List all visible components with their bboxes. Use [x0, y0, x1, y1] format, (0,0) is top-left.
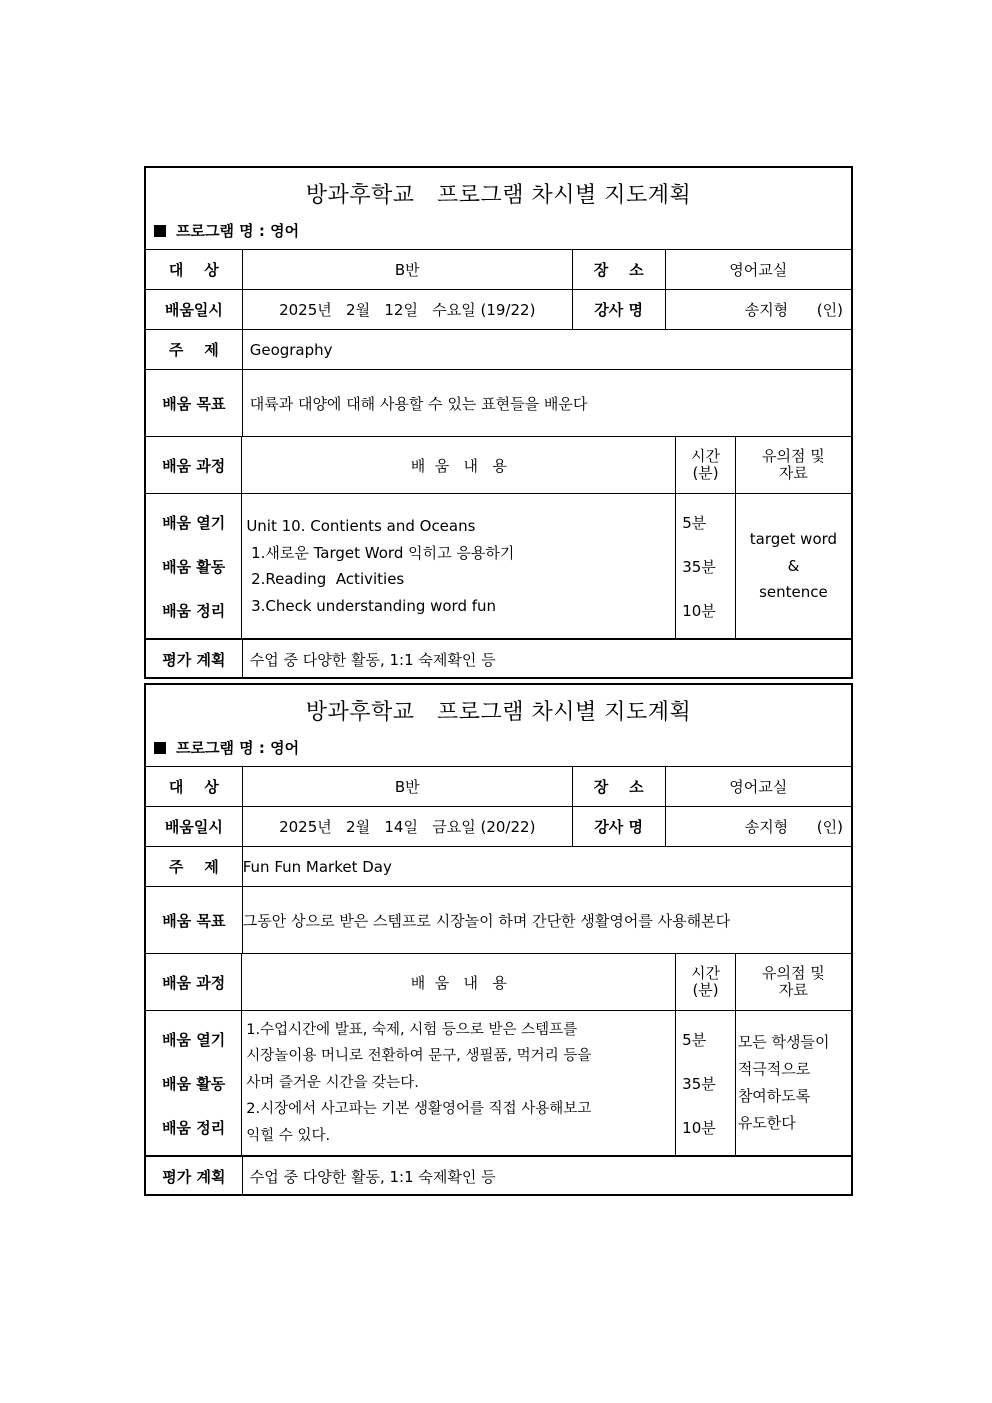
- date-value: 2025년 2월 14일 금요일 (20/22): [243, 807, 573, 846]
- goal-value: 대륙과 대양에 대해 사용할 수 있는 표현들을 배운다: [249, 394, 588, 413]
- content-line: 1.새로운 Target Word 익히고 응용하기: [246, 543, 515, 562]
- notes-line: &: [787, 556, 800, 575]
- goal-label: 배움 목표: [146, 887, 243, 953]
- place-value: 영어교실: [729, 778, 788, 796]
- open-label: 배움 열기: [162, 1030, 226, 1049]
- date-value: 2025년 2월 12일 수요일 (19/22): [243, 290, 573, 329]
- notes-header-line: 유의점 및: [762, 964, 825, 982]
- place-label: 장 소: [573, 767, 666, 806]
- content-header: 배 움 내 용: [242, 437, 676, 493]
- topic-value: Geography: [249, 340, 333, 359]
- square-bullet-icon: [154, 742, 166, 754]
- lesson-content: [242, 1011, 676, 1155]
- stage-times: [676, 494, 736, 638]
- plan-header: [146, 685, 851, 767]
- process-label: 배움 과정: [146, 437, 242, 493]
- time-header-line: 시간: [691, 447, 721, 465]
- date-label: 배움일시: [146, 807, 243, 846]
- content-line: 시장놀이용 머니로 전환하여 문구, 생필품, 먹거리 등을: [246, 1048, 592, 1065]
- teacher-value: 송지형 (인): [744, 301, 843, 319]
- target-row: [146, 767, 851, 807]
- lesson-plan-2: [144, 683, 853, 1196]
- program-name: [154, 737, 299, 758]
- time-value: 10분: [682, 601, 716, 620]
- activity-label: 배움 활동: [162, 1074, 226, 1093]
- activity-label: 배움 활동: [162, 557, 226, 576]
- time-header-line: 시간: [691, 964, 721, 982]
- eval-value: 수업 중 다양한 활동, 1:1 숙제확인 등: [249, 1168, 496, 1186]
- notes-header: [736, 954, 851, 1010]
- topic-value: Fun Fun Market Day: [242, 857, 392, 876]
- notes-line: 참여하도록: [737, 1087, 811, 1105]
- target-value: B반: [243, 767, 573, 806]
- lesson-content: [242, 494, 676, 638]
- process-body-row: [146, 494, 851, 639]
- place-value: 영어교실: [729, 261, 788, 279]
- content-line: 사며 즐거운 시간을 갖는다.: [246, 1074, 419, 1091]
- content-line: 익힐 수 있다.: [246, 1127, 331, 1144]
- topic-row: [146, 330, 851, 370]
- stage-labels: [146, 494, 242, 638]
- time-value: 5분: [682, 513, 707, 532]
- date-row: [146, 290, 851, 330]
- wrap-label: 배움 정리: [162, 1118, 226, 1137]
- place-label: 장 소: [573, 250, 666, 289]
- plan-title: 방과후학교 프로그램 차시별 지도계획: [305, 700, 692, 725]
- topic-label: 주 제: [146, 330, 243, 369]
- eval-row: [146, 639, 851, 679]
- goal-label: 배움 목표: [146, 370, 243, 436]
- target-value: B반: [243, 250, 573, 289]
- square-bullet-icon: [154, 225, 166, 237]
- content-header: 배 움 내 용: [242, 954, 676, 1010]
- eval-row: [146, 1156, 851, 1196]
- target-label: 대 상: [146, 767, 243, 806]
- eval-label: 평가 계획: [146, 640, 243, 679]
- content-line: 2.시장에서 사고파는 기본 생활영어를 직접 사용해보고: [246, 1101, 592, 1118]
- program-name-text: 프로그램 명 : 영어: [176, 739, 300, 757]
- date-label: 배움일시: [146, 290, 243, 329]
- plan-title: 방과후학교 프로그램 차시별 지도계획: [305, 183, 692, 208]
- notes-header: [736, 437, 851, 493]
- notes-header-line: 자료: [778, 464, 808, 482]
- target-row: [146, 250, 851, 290]
- notes-line: 유도한다: [737, 1114, 796, 1132]
- notes-header-line: 유의점 및: [762, 447, 825, 465]
- program-name: [154, 220, 299, 241]
- plan-header: [146, 168, 851, 250]
- notes-line: sentence: [759, 583, 828, 602]
- program-name-text: 프로그램 명 : 영어: [176, 222, 300, 240]
- eval-value: 수업 중 다양한 활동, 1:1 숙제확인 등: [249, 651, 496, 669]
- goal-row: [146, 370, 851, 437]
- time-value: 35분: [682, 1074, 716, 1093]
- notes-header-line: 자료: [778, 981, 808, 999]
- process-label: 배움 과정: [146, 954, 242, 1010]
- eval-label: 평가 계획: [146, 1157, 243, 1196]
- target-label: 대 상: [146, 250, 243, 289]
- time-header-line: (분): [692, 981, 719, 999]
- time-value: 5분: [682, 1030, 707, 1049]
- teacher-label: 강사 명: [573, 807, 666, 846]
- wrap-label: 배움 정리: [162, 601, 226, 620]
- time-value: 10분: [682, 1118, 716, 1137]
- lesson-plan-1: [144, 166, 853, 679]
- time-header-line: (분): [692, 464, 719, 482]
- open-label: 배움 열기: [162, 513, 226, 532]
- notes-line: target word: [749, 530, 838, 549]
- time-header: [676, 954, 736, 1010]
- notes-line: 모든 학생들이: [737, 1033, 830, 1051]
- content-line: 1.수업시간에 발표, 숙제, 시험 등으로 받은 스템프를: [246, 1021, 578, 1038]
- notes-value: [736, 494, 851, 638]
- teacher-value: 송지형 (인): [744, 818, 843, 836]
- topic-row: [146, 847, 851, 887]
- content-line: Unit 10. Contients and Oceans: [246, 517, 476, 535]
- notes-line: 적극적으로: [737, 1060, 811, 1078]
- notes-value: [736, 1011, 851, 1155]
- time-header: [676, 437, 736, 493]
- stage-times: [676, 1011, 736, 1155]
- goal-row: [146, 887, 851, 954]
- process-header-row: [146, 437, 851, 494]
- stage-labels: [146, 1011, 242, 1155]
- goal-value: 그동안 상으로 받은 스템프로 시장놀이 하며 간단한 생활영어를 사용해본다: [242, 911, 731, 930]
- process-body-row: [146, 1011, 851, 1156]
- content-line: 3.Check understanding word fun: [246, 596, 497, 615]
- content-line: 2.Reading Activities: [246, 570, 405, 588]
- time-value: 35분: [682, 557, 716, 576]
- date-row: [146, 807, 851, 847]
- topic-label: 주 제: [146, 847, 243, 886]
- teacher-label: 강사 명: [573, 290, 666, 329]
- process-header-row: [146, 954, 851, 1011]
